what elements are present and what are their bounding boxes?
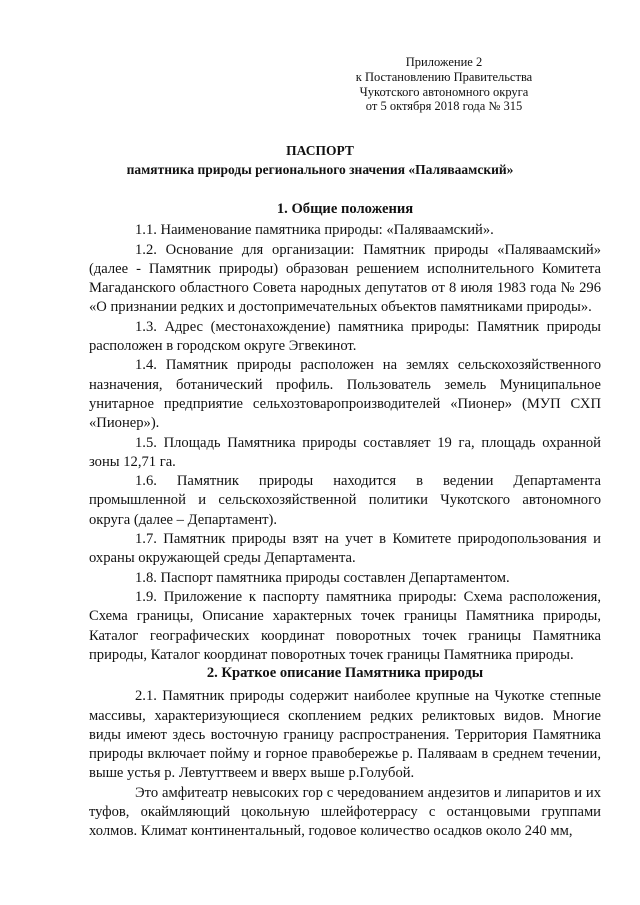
appendix-line-4: от 5 октября 2018 года № 315 bbox=[365, 99, 523, 114]
paragraph-1-4: 1.4. Памятник природы расположен на землях сельскохозяйственного назначения, ботанический профиль. Пользователь земель Муниципальное унитарное предприятие сельхозтоваропроизводителей «Пионер» (МУП СХП «Пионер»). bbox=[89, 357, 601, 432]
appendix-line-1: Приложение 2 bbox=[405, 55, 483, 69]
section-description bbox=[89, 664, 601, 842]
document-subtitle: памятника природы регионального значения «Паляваамский» bbox=[126, 162, 514, 177]
section-1-heading: 1. Общие положения bbox=[276, 201, 414, 217]
paragraph-1-2: 1.2. Основание для организации: Памятник природы «Паляваамский» (далее - Памятник природы) образован решением исполнительного Комитета Магаданского областного Совета народных депутатов от 8 июля 1983 года № 296 «О признании редких и достопримечательных объектов памятниками природы». bbox=[89, 241, 601, 316]
section-general bbox=[89, 200, 601, 665]
paragraph-1-5: 1.5. Площадь Памятника природы составляет 19 га, площадь охранной зоны 12,71 га. bbox=[89, 434, 601, 470]
document-title: ПАСПОРТ bbox=[286, 143, 354, 158]
paragraph-1-3: 1.3. Адрес (местонахождение) памятника природы: Памятник природы расположен в городском округе Эгвекинот. bbox=[89, 318, 601, 355]
paragraph-2-2: Это амфитеатр невысоких гор с чередованием андезитов и липаритов и их туфов, окаймляющий цокольную шлейфотеррасу с останцовыми группами холмов. Климат континентальный, годовое количество осадков около 240 мм, bbox=[89, 784, 601, 840]
paragraph-1-8: 1.8. Паспорт памятника природы составлен Департаментом. bbox=[135, 569, 510, 586]
paragraph-2-1: 2.1. Памятник природы содержит наиболее крупные на Чукотке степные массивы, характеризующиеся скоплением редких реликтовых видов. Многие виды имеют здесь восточную границу распространения. Территория Памятника природы включает пойму и горное правобережье р. Паляваам в среднем течении, выше устья р. Левтуттвеем и вверх выше р.Голубой. bbox=[89, 688, 601, 782]
appendix-line-2: к Постановлению Правительства bbox=[355, 69, 533, 84]
paragraph-1-7: 1.7. Памятник природы взят на учет в Комитете природопользования и охраны окружающей среды Департамента. bbox=[89, 531, 601, 567]
section-2-heading: 2. Краткое описание Памятника природы bbox=[206, 665, 484, 681]
appendix-reference bbox=[314, 55, 574, 114]
paragraph-1-9: 1.9. Приложение к паспорту памятника природы: Схема расположения, Схема границы, Описание характерных точек границы Памятника природы, Каталог географических координат поворотных точек границы Памятника природы, Каталог координат поворотных точек границы Памятника природы. bbox=[89, 588, 601, 663]
paragraph-1-1: 1.1. Наименование памятника природы: «Паляваамский». bbox=[135, 222, 494, 239]
paragraph-1-6: 1.6. Памятник природы находится в ведении Департамента промышленной и сельскохозяйственной политики Чукотского автономного округа (далее – Департамент). bbox=[89, 473, 601, 528]
appendix-line-3: Чукотского автономного округа bbox=[359, 84, 529, 99]
